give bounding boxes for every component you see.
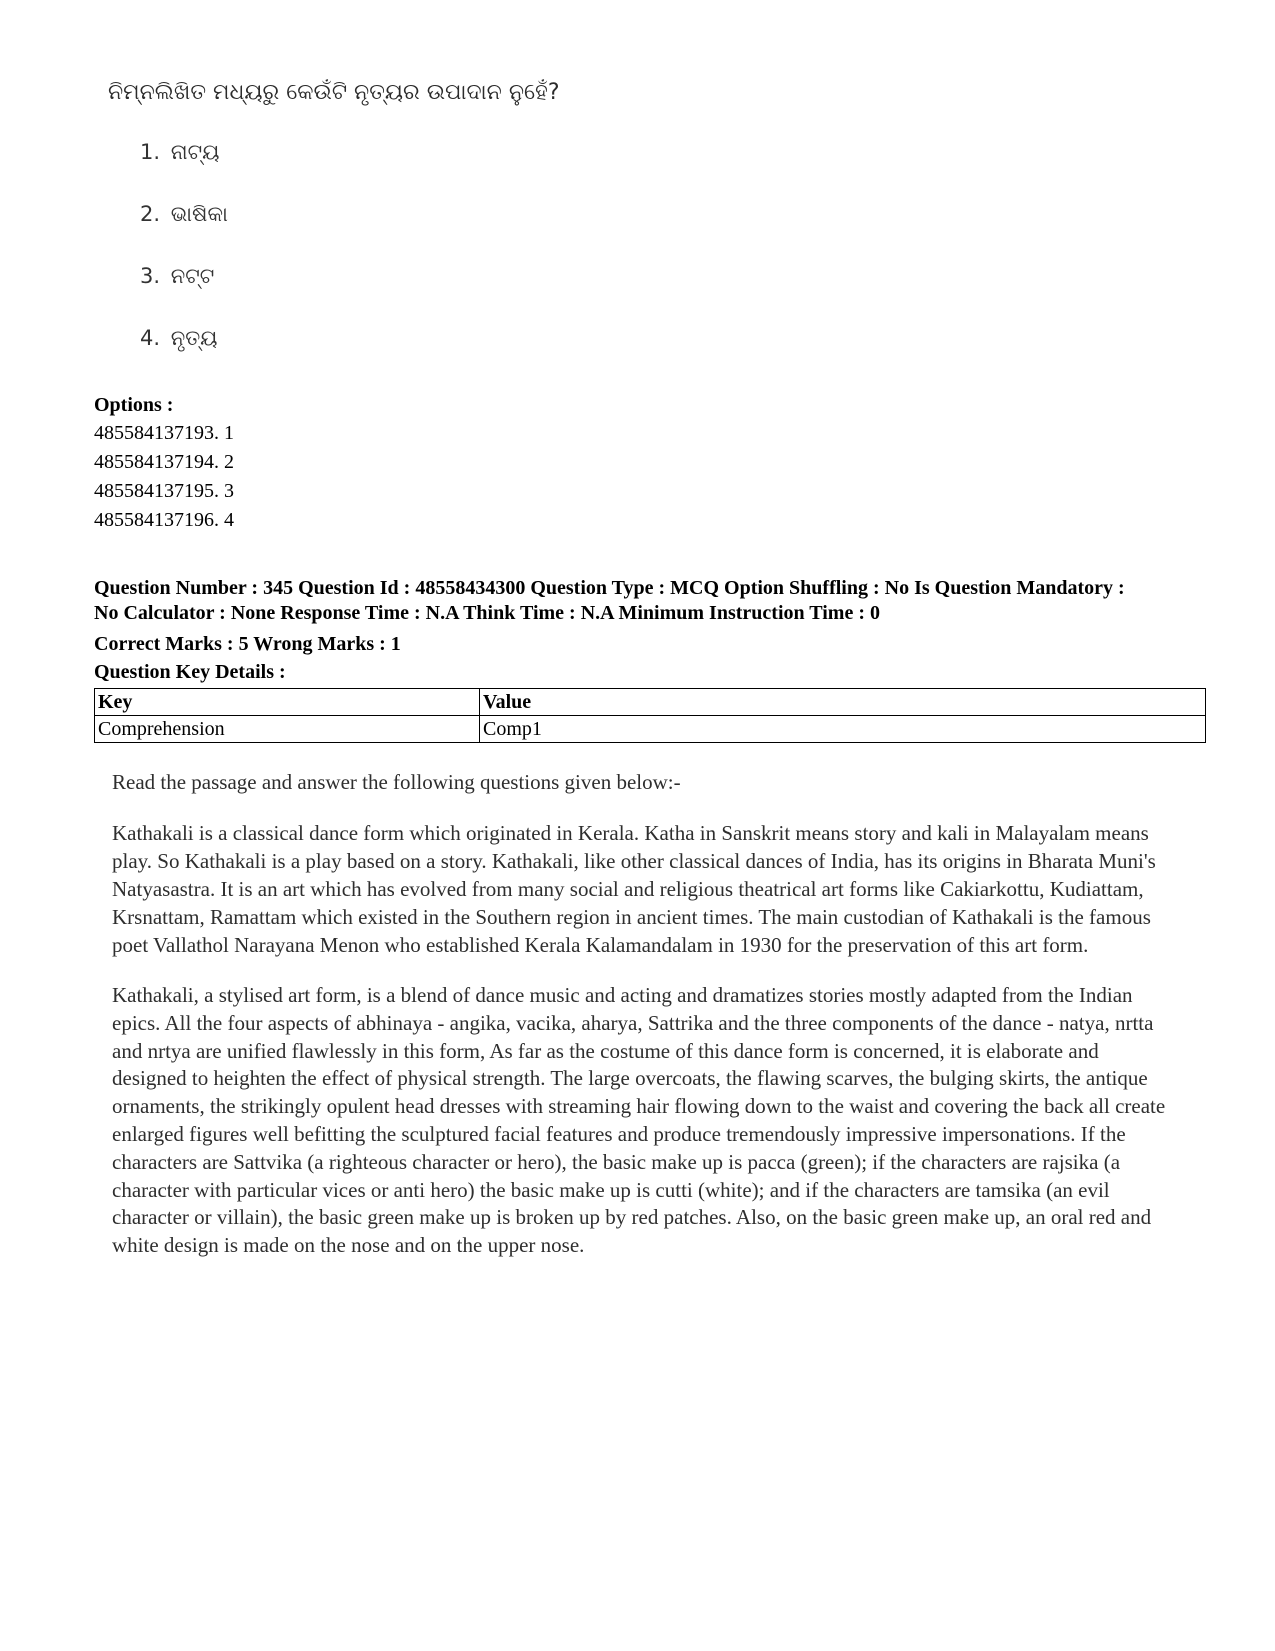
meta-line-1: Question Number : 345 Question Id : 48558434300 Question Type : MCQ Option Shuffling : No Is Question Mandatory : <box>94 577 1125 599</box>
choice-item <box>140 264 214 289</box>
marks-line: Correct Marks : 5 Wrong Marks : 1 <box>94 633 401 655</box>
meta-line-2: No Calculator : None Response Time : N.A Think Time : N.A Minimum Instruction Time : 0 <box>94 602 880 624</box>
header-value: Value <box>480 689 1206 716</box>
choice-item <box>140 202 228 227</box>
header-key: Key <box>95 689 480 716</box>
table-header-row <box>95 689 1206 716</box>
passage-paragraph-2: Kathakali, a stylised art form, is a blend of dance music and acting and dramatizes stories mostly adapted from the Indian epics. All the four aspects of abhinaya - angika, vacika, aharya, Sattrika and the three components of the dance - natya, nrtta and nrtya are unified flawlessly in this form, As far as the costume of this dance form is concerned, it is elaborate and designed to heighten the effect of physical strength. The large overcoats, the flawing scarves, the bulging skirts, the antique ornaments, the strikingly opulent head dresses with streaming hair flowing down to the waist and covering the back all create enlarged figures well befitting the sculptured facial features and produce tremendously impressive impersonations. If the characters are Sattvika (a righteous character or hero), the basic make up is pacca (green); if the characters are rajsika (a character with particular vices or anti hero) the basic make up is cutti (white); and if the characters are tamsika (an evil character or villain), the basic green make up is broken up by red patches. Also, on the basic green make up, an oral red and white design is made on the nose and on the upper nose. <box>112 983 1166 1258</box>
option-item: 485584137195. 3 <box>94 480 234 502</box>
choice-number: 3. <box>140 264 161 288</box>
choice-text: ନଟ୍ଟ <box>170 264 215 288</box>
choice-item <box>140 326 218 351</box>
options-block <box>94 392 234 535</box>
cell-value: Comp1 <box>480 716 1206 743</box>
choice-text: ଭାଷିକା <box>170 202 228 226</box>
passage-intro: Read the passage and answer the following questions given below:- <box>112 770 681 794</box>
choice-text: ନାଟ୍ୟ <box>170 140 220 164</box>
passage-image <box>112 768 1177 1260</box>
question-text: ନିମ୍ନଲିଖିତ ମଧ୍ୟରୁ କେଉଁଟି ନୃତ୍ୟର ଉପାଦାନ ନୁହେଁ? <box>108 80 560 105</box>
choice-text: ନୃତ୍ୟ <box>170 326 218 350</box>
option-item: 485584137194. 2 <box>94 451 234 473</box>
key-table <box>94 688 1206 743</box>
options-title: Options : <box>94 394 174 416</box>
choice-number: 4. <box>140 326 161 350</box>
key-details-title: Question Key Details : <box>94 661 286 683</box>
passage-paragraph-1: Kathakali is a classical dance form which originated in Kerala. Katha in Sanskrit means story and kali in Malayalam means play. So Kathakali is a play based on a story. Kathakali, like other classical dances of India, has its origins in Bharata Muni's Natyasastra. It is an art which has evolved from many social and religious theatrical art forms like Cakiarkottu, Kudiattam, Krsnattam, Ramattam which existed in the Southern region in ancient times. The main custodian of Kathakali is the famous poet Vallathol Narayana Menon who established Kerala Kalamandalam in 1930 for the preservation of this art form. <box>112 821 1156 957</box>
cell-key: Comprehension <box>95 716 480 743</box>
choice-item <box>140 140 220 165</box>
question-meta <box>94 576 1204 626</box>
table-row <box>95 716 1206 743</box>
choice-number: 1. <box>140 140 161 164</box>
option-item: 485584137193. 1 <box>94 422 234 444</box>
choice-number: 2. <box>140 202 161 226</box>
question-image <box>108 78 628 350</box>
option-item: 485584137196. 4 <box>94 509 234 531</box>
